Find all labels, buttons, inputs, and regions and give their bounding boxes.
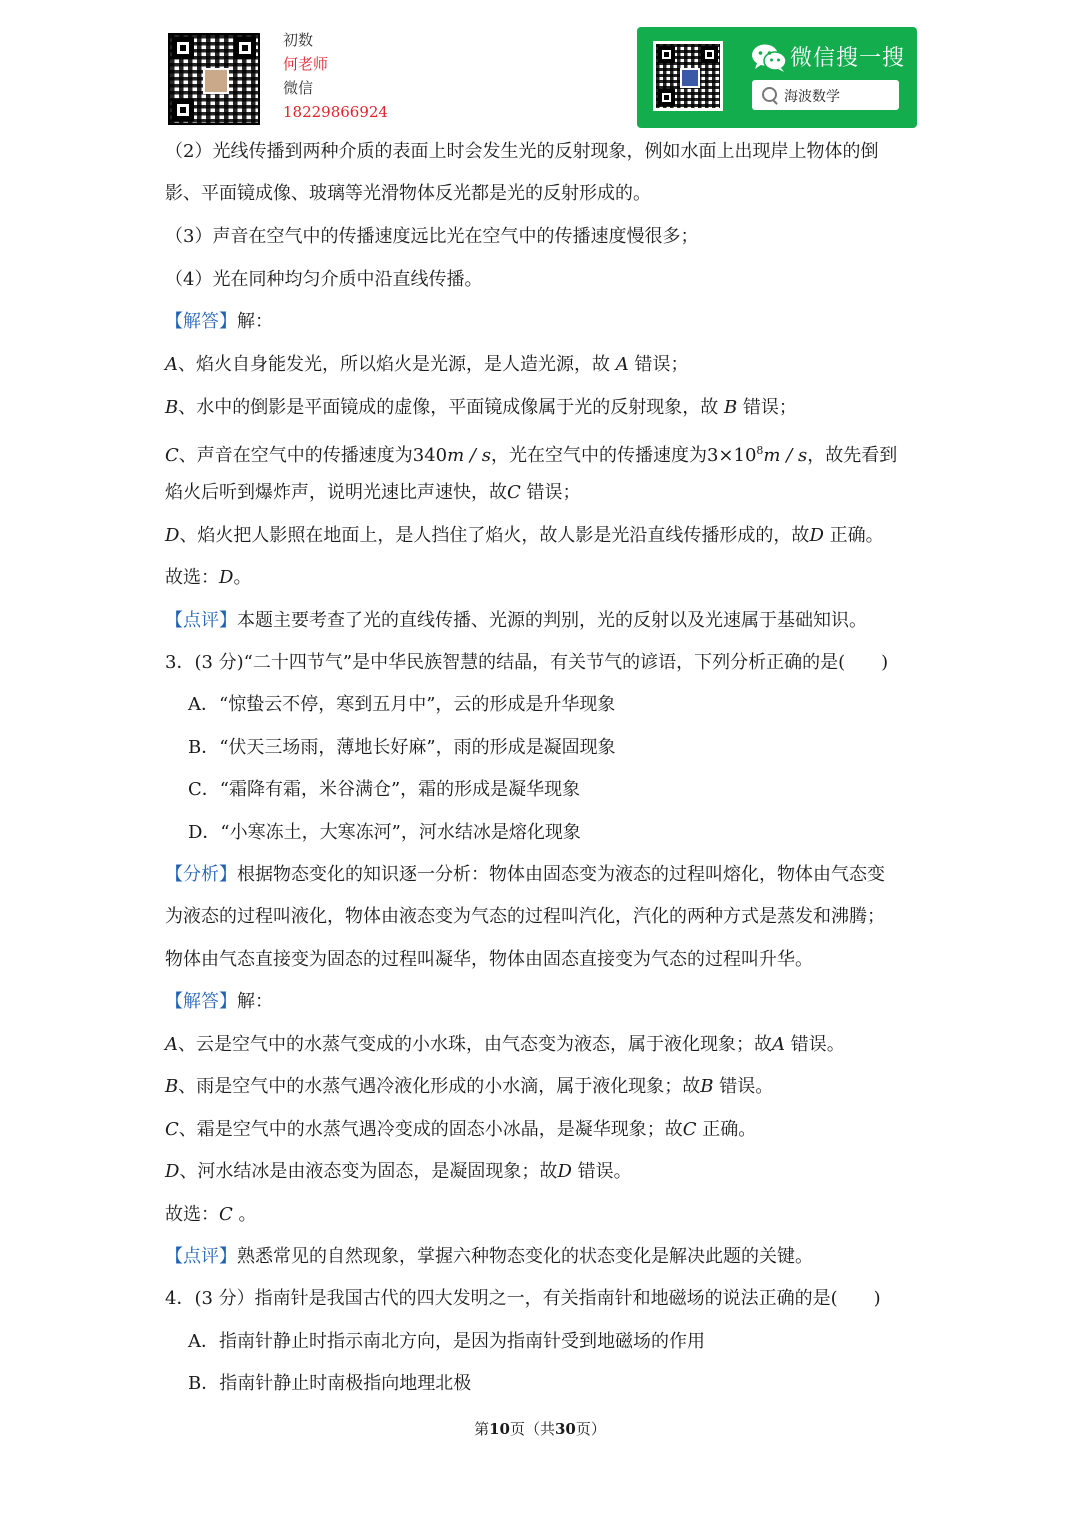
answer-heading: 【解答】解： — [165, 311, 273, 332]
answer-line-c: C、声音在空气中的传播速度为340m / s，光在空气中的传播速度为$3\times 10^8m / s$，故先看到 — [165, 444, 898, 466]
question-3-option-d: D．“小寒冻土，大寒冻河”，河水结冰是熔化现象 — [188, 822, 581, 843]
question-4-stem: 4．(3 分）指南针是我国古代的四大发明之一，有关指南针和地磁场的说法正确的是( ) — [165, 1288, 881, 1309]
answer-heading: 【解答】解： — [165, 991, 273, 1012]
answer-tag: 【解答】 — [165, 991, 237, 1012]
analysis-line-1: 【分析】根据物态变化的知识逐一分析：物体由固态变为液态的过程叫熔化，物体由气态变 — [165, 864, 885, 885]
contact-info — [283, 28, 388, 124]
answer-line-a: A、云是空气中的水蒸气变成的小水珠，由气态变为液态，属于液化现象；故A 错误。 — [165, 1034, 845, 1055]
answer-line-d: D、河水结冰是由液态变为固态，是凝固现象；故D 错误。 — [165, 1161, 632, 1182]
wechat-search-banner — [637, 27, 917, 128]
question-3-option-a: A．“惊蛰云不停，寒到五月中”，云的形成是升华现象 — [188, 694, 616, 715]
contact-line-1: 初数 — [283, 31, 314, 49]
comment-line: 【点评】熟悉常见的自然现象，掌握六种物态变化的状态变化是解决此题的关键。 — [165, 1246, 813, 1267]
search-keyword: 海波数学 — [784, 89, 840, 105]
wechat-search-title: 微信搜一搜 — [790, 46, 906, 71]
analysis-tag: 【分析】 — [165, 864, 237, 885]
analysis-line-3: 物体由气态直接变为固态的过程叫凝华，物体由固态直接变为气态的过程叫升华。 — [165, 949, 813, 970]
answer-line-b: B、雨是空气中的水蒸气遇冷液化形成的小水滴，属于液化现象；故B 错误。 — [165, 1076, 774, 1097]
answer-line-c2: 焰火后听到爆炸声，说明光速比声速快，故C 错误； — [165, 482, 581, 503]
text-line: （4）光在同种均匀介质中沿直线传播。 — [165, 269, 483, 290]
answer-line-b: B、水中的倒影是平面镜成的虚像，平面镜成像属于光的反射现象，故 B 错误； — [165, 397, 797, 418]
text-line: （2）光线传播到两种介质的表面上时会发生光的反射现象，例如水面上出现岸上物体的倒 — [165, 141, 879, 162]
question-4-option-a: A．指南针静止时指示南北方向，是因为指南针受到地磁场的作用 — [188, 1331, 705, 1352]
answer-choice: 故选：C 。 — [165, 1204, 257, 1225]
comment-tag: 【点评】 — [165, 1246, 237, 1267]
comment-tag: 【点评】 — [165, 610, 237, 631]
question-4-option-b: B．指南针静止时南极指向地理北极 — [188, 1373, 472, 1394]
page-number: 第10页（共30页） — [474, 1420, 606, 1438]
answer-line-a: A、焰火自身能发光，所以焰火是光源，是人造光源，故 A 错误； — [165, 354, 689, 375]
contact-phone: 18229866924 — [283, 103, 388, 121]
contact-line-3: 微信 — [283, 79, 314, 97]
answer-choice: 故选：D。 — [165, 567, 252, 588]
wechat-qr-code — [653, 41, 723, 111]
question-3-stem: 3．(3 分)“二十四节气”是中华民族智慧的结晶，有关节气的谚语，下列分析正确的是( ) — [165, 652, 889, 673]
answer-tag: 【解答】 — [165, 311, 237, 332]
wechat-search-box[interactable] — [752, 80, 899, 110]
answer-line-c: C、霜是空气中的水蒸气遇冷变成的固态小冰晶，是凝华现象；故C 正确。 — [165, 1119, 757, 1140]
question-3-option-b: B．“伏天三场雨，薄地长好麻”，雨的形成是凝固现象 — [188, 737, 616, 758]
text-line: 影、平面镜成像、玻璃等光滑物体反光都是光的反射形成的。 — [165, 183, 651, 204]
contact-line-2: 何老师 — [283, 55, 329, 73]
comment-line: 【点评】本题主要考查了光的直线传播、光源的判别，光的反射以及光速属于基础知识。 — [165, 610, 867, 631]
answer-line-d: D、焰火把人影照在地面上，是人挡住了焰火，故人影是光沿直线传播形成的，故D 正确。 — [165, 525, 884, 546]
question-3-option-c: C．“霜降有霜，米谷满仓”，霜的形成是凝华现象 — [188, 779, 581, 800]
search-icon — [762, 87, 777, 102]
analysis-line-2: 为液态的过程叫液化，物体由液态变为气态的过程叫汽化，汽化的两种方式是蒸发和沸腾； — [165, 906, 885, 927]
wechat-logo-icon — [751, 43, 787, 73]
contact-qr-code — [168, 33, 260, 125]
text-line: （3）声音在空气中的传播速度远比光在空气中的传播速度慢很多； — [165, 226, 699, 247]
